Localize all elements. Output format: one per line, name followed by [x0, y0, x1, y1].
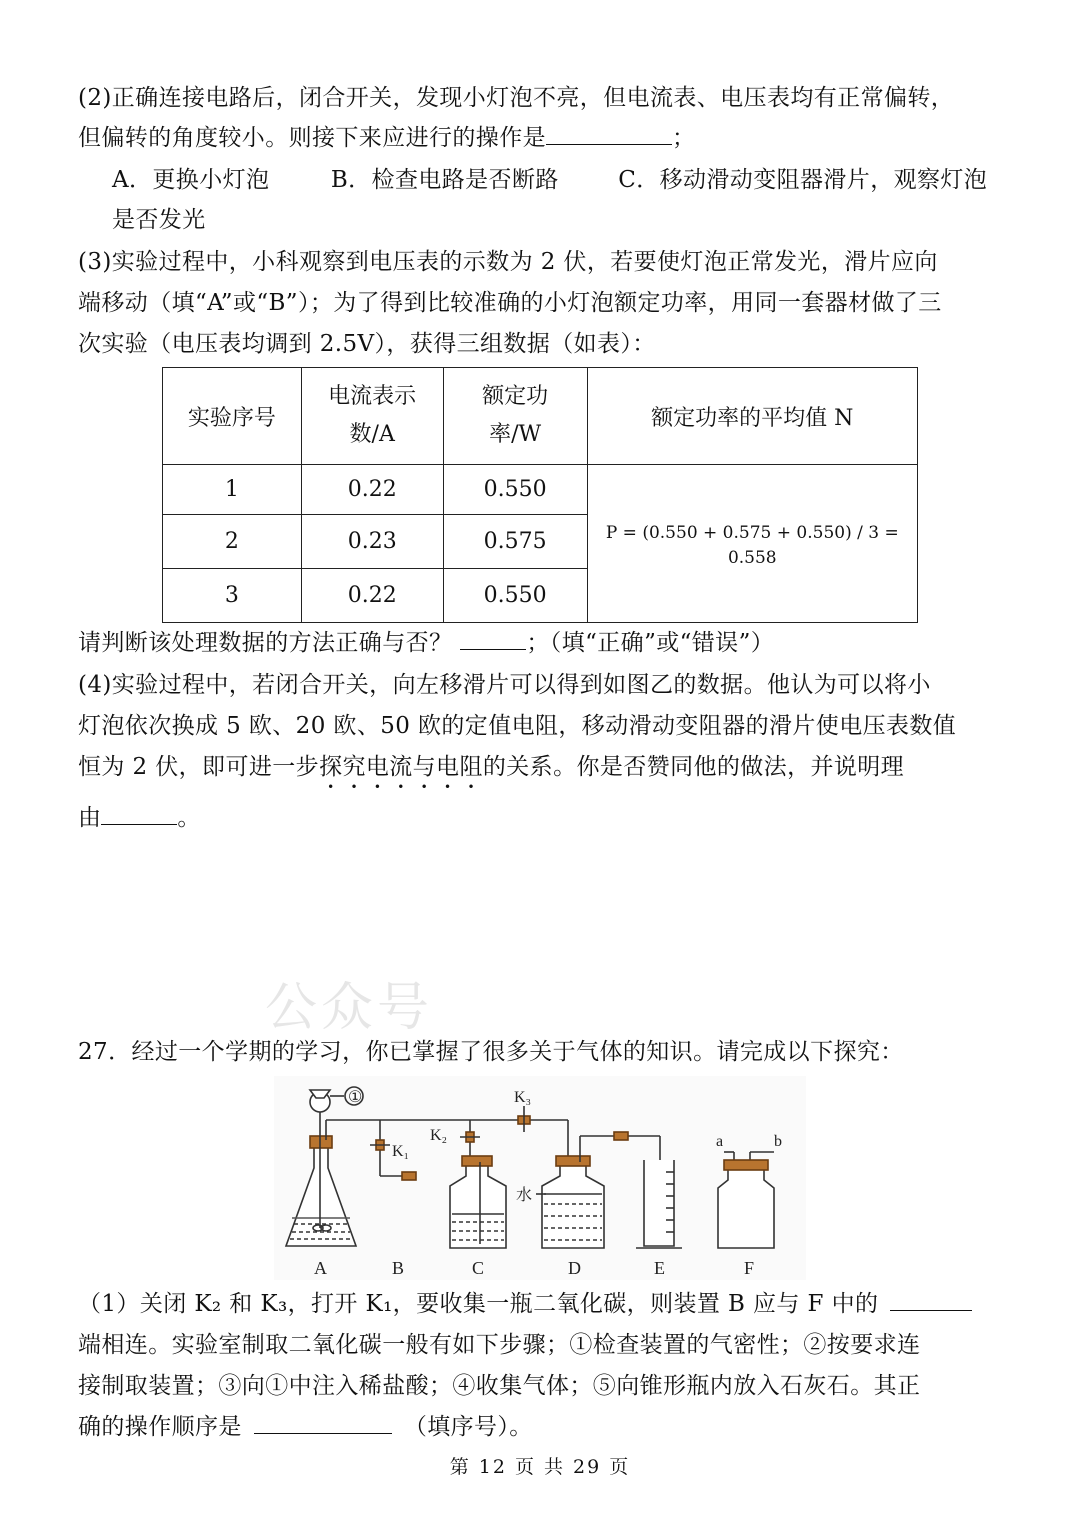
cell-trial: 1 [163, 465, 302, 515]
cell-current: 0.23 [301, 515, 443, 569]
q26-part3-line3: 次实验（电压表均调到 2.5V），获得三组数据（如表）： [78, 331, 656, 357]
label-k2: K₂ [430, 1127, 448, 1144]
option-b: B．检查电路是否断路 [330, 167, 559, 193]
text-segment: （填序号）。 [403, 1414, 533, 1440]
q27-part1-line3: 接制取装置；③向①中注入稀盐酸；④收集气体；⑤向锥形瓶内放入石灰石。其正 [78, 1373, 921, 1399]
q26-part3-line2: 端移动（填“A”或“B”）；为了得到比较准确的小灯泡额定功率，用同一套器材做了三 [78, 290, 942, 316]
cell-current: 0.22 [301, 465, 443, 515]
q26-part3-judge [78, 623, 1004, 663]
cell-power: 0.575 [443, 515, 587, 569]
header-trial: 实验序号 [163, 368, 302, 465]
q27-part1-line1 [78, 1284, 1004, 1324]
cell-power: 0.550 [443, 465, 587, 515]
diagram-background [274, 1076, 806, 1280]
cell-power: 0.550 [443, 569, 587, 623]
label-f: F [744, 1258, 755, 1278]
q26-part2-options [112, 160, 1004, 200]
label-c: C [472, 1258, 485, 1278]
label-port-a: a [716, 1133, 724, 1150]
answer-blank[interactable] [460, 625, 526, 650]
q27-part1-line4 [78, 1407, 1004, 1447]
cell-trial: 3 [163, 569, 302, 623]
answer-blank[interactable] [546, 120, 672, 145]
data-table [162, 367, 918, 623]
label-k1: K₁ [392, 1143, 410, 1160]
label-port-b: b [774, 1133, 782, 1150]
text-segment: 由 [78, 805, 102, 831]
answer-blank[interactable] [890, 1286, 972, 1311]
q26-part4-line2: 灯泡依次换成 5 欧、20 欧、50 欧的定值电阻，移动滑动变阻器的滑片使电压表数值 [78, 713, 957, 739]
q27-part1-line2: 端相连。实验室制取二氧化碳一般有如下步骤；①检查装置的气密性；②按要求连 [78, 1332, 921, 1358]
q26-part4-line3 [78, 747, 1004, 794]
option-c-continued: 是否发光 [112, 207, 206, 233]
option-a: A．更换小灯泡 [112, 167, 270, 193]
header-current: 电流表示数/A [301, 368, 443, 465]
cell-trial: 2 [163, 515, 302, 569]
answer-blank[interactable] [101, 800, 177, 825]
bottle-f [718, 1152, 774, 1248]
q27-intro: 27．经过一个学期的学习，你已掌握了很多关于气体的知识。请完成以下探究： [78, 1039, 904, 1065]
table-header-row [163, 368, 918, 465]
funnel-label: ① [348, 1089, 363, 1106]
table-row [163, 465, 918, 515]
option-c: C．移动滑动变阻器滑片，观察灯泡 [618, 167, 988, 193]
label-k3: K₃ [514, 1089, 532, 1106]
q26-part4-line4 [78, 798, 1004, 838]
text-segment: 确的操作顺序是 [78, 1414, 242, 1440]
text-segment: 恒为 2 伏，即可进一步 [78, 754, 320, 780]
page-footer: 第 12 页 共 29 页 [449, 1456, 631, 1478]
punctuation: 。 [177, 805, 201, 831]
q26-part2-line1: (2)正确连接电路后，闭合开关，发现小灯泡不亮，但电流表、电压表均有正常偏转， [78, 85, 955, 111]
label-water: 水 [516, 1187, 533, 1204]
watermark: 公众号 [265, 978, 434, 1038]
text-segment: （1）关闭 K₂ 和 K₃，打开 K₁，要收集一瓶二氧化碳，则装置 B 应与 F 中的 [78, 1291, 879, 1317]
answer-blank[interactable] [254, 1409, 392, 1434]
apparatus-diagram [274, 1076, 806, 1280]
q26-part2-question: 但偏转的角度较小。则接下来应进行的操作是 [78, 125, 546, 151]
cell-current: 0.22 [301, 569, 443, 623]
label-a: A [314, 1258, 327, 1278]
header-power: 额定功率/W [443, 368, 587, 465]
cell-average-formula: P = (0.550 + 0.575 + 0.550) / 3 = 0.558 [587, 465, 917, 623]
label-e: E [654, 1258, 665, 1278]
judge-hint: ；（填“正确”或“错误”） [526, 630, 775, 656]
text-segment: 的关系。你是否赞同他的做法，并说明理 [482, 754, 905, 780]
q26-part4-line1: (4)实验过程中，若闭合开关，向左移滑片可以得到如图乙的数据。他认为可以将小 [78, 672, 931, 698]
label-b: B [392, 1258, 405, 1278]
q26-part3-line1: (3)实验过程中，小科观察到电压表的示数为 2 伏，若要使灯泡正常发光，滑片应向 [78, 249, 938, 275]
q26-part2-line2 [78, 118, 1004, 158]
punctuation: ； [672, 125, 696, 151]
label-d: D [568, 1258, 581, 1278]
judge-question: 请判断该处理数据的方法正确与否？ [78, 630, 453, 656]
header-average: 额定功率的平均值 N [587, 368, 917, 465]
emphasized-text: 探究电流与电阻 [319, 754, 483, 780]
